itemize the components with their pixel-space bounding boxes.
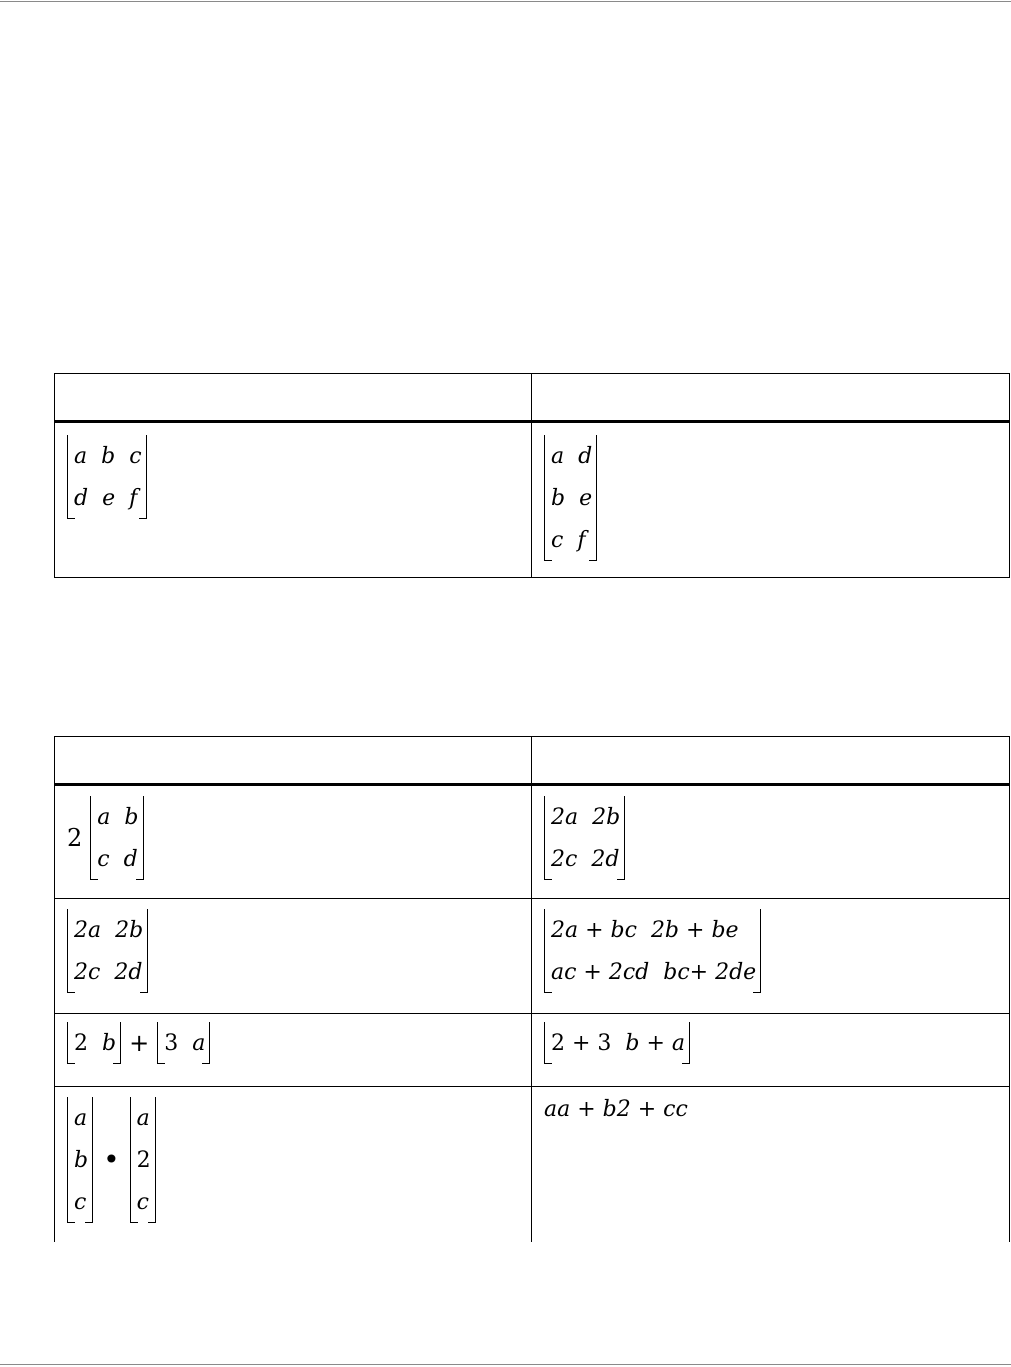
matrix — [544, 435, 597, 561]
matrix-element: bc+ 2de — [663, 959, 757, 985]
table-row — [55, 422, 1010, 578]
matrix-expression — [544, 1097, 688, 1122]
table-cell — [55, 1087, 532, 1242]
matrix — [130, 1097, 156, 1223]
matrix-element: b — [101, 443, 116, 469]
matrix-expression — [67, 435, 147, 519]
matrix-element: c — [551, 527, 564, 553]
matrix-element: d — [74, 485, 89, 511]
table-cell — [55, 1014, 532, 1087]
table-row — [55, 899, 1010, 1014]
matrix-element: d — [123, 846, 138, 872]
table-header-row — [55, 737, 1010, 785]
table-header-row — [55, 374, 1010, 422]
matrix-element: c — [136, 1189, 149, 1215]
matrix-element: 3 — [164, 1030, 179, 1056]
matrix-element: b + a — [625, 1030, 686, 1056]
matrix-element: e — [579, 485, 593, 511]
matrix-element: c — [74, 1189, 87, 1215]
matrix-element: d — [578, 443, 593, 469]
matrix-element: 2a — [74, 917, 102, 943]
matrix-element: a — [136, 1105, 150, 1131]
matrix-element: f — [129, 485, 138, 511]
matrix-expression — [67, 909, 148, 993]
scalar: 2 — [67, 824, 83, 852]
table-cell — [532, 785, 1010, 899]
matrix-element: 2a + bc — [551, 917, 637, 943]
matrix-element: a — [551, 443, 565, 469]
header-cell — [532, 374, 1010, 422]
matrix — [67, 1097, 93, 1223]
matrix-element: c — [129, 443, 142, 469]
table-cell — [55, 899, 532, 1014]
page-bottom-rule — [0, 1364, 1011, 1365]
matrix-expression — [544, 796, 625, 880]
matrix-element: a — [74, 1105, 88, 1131]
matrix-expression — [67, 1022, 210, 1064]
matrix-element: 2d — [114, 959, 143, 985]
matrix-element: 2b — [115, 917, 144, 943]
matrix-expression — [544, 1022, 690, 1064]
table-cell — [532, 1087, 1010, 1242]
table-row — [55, 1014, 1010, 1087]
dot-product-result: aa + b2 + cc — [544, 1097, 688, 1122]
matrix-operations-table — [54, 736, 1010, 1242]
transpose-table — [54, 373, 1010, 578]
matrix-expression — [544, 435, 597, 561]
header-cell — [55, 374, 532, 422]
table-cell — [55, 422, 532, 578]
table-row — [55, 785, 1010, 899]
matrix-element: f — [577, 527, 586, 553]
matrix-element: b — [74, 1147, 89, 1173]
matrix-element: b — [551, 485, 566, 511]
matrix-element: a — [97, 804, 111, 830]
table-cell — [532, 899, 1010, 1014]
matrix-element: 2d — [591, 846, 620, 872]
dot-operator: • — [103, 1143, 120, 1176]
matrix — [157, 1022, 210, 1064]
matrix-expression — [544, 909, 761, 993]
matrix-element: 2 — [136, 1147, 151, 1173]
table-cell — [532, 1014, 1010, 1087]
matrix-element: c — [97, 846, 110, 872]
matrix-element: 2c — [74, 959, 101, 985]
matrix-element: b — [102, 1030, 117, 1056]
matrix-element: 2b — [592, 804, 621, 830]
matrix-expression — [67, 796, 144, 880]
matrix — [544, 796, 625, 880]
matrix-element: b — [124, 804, 139, 830]
matrix-element: a — [74, 443, 88, 469]
plus-operator: + — [129, 1029, 150, 1057]
matrix-element: ac + 2cd — [551, 959, 650, 985]
matrix — [67, 909, 148, 993]
header-cell — [532, 737, 1010, 785]
matrix-element: 2a — [551, 804, 579, 830]
header-cell — [55, 737, 532, 785]
matrix — [67, 1022, 121, 1064]
matrix — [67, 435, 147, 519]
table-row — [55, 1087, 1010, 1242]
page-top-rule — [0, 1, 1011, 2]
matrix-element: e — [102, 485, 116, 511]
table-cell — [532, 422, 1010, 578]
matrix-element: 2 — [74, 1030, 88, 1056]
matrix — [544, 909, 761, 993]
matrix — [90, 796, 143, 880]
matrix-element: 2 + 3 — [551, 1030, 612, 1056]
matrix-element: 2b + be — [650, 917, 739, 943]
matrix — [544, 1022, 690, 1064]
table-cell — [55, 785, 532, 899]
matrix-element: a — [192, 1030, 206, 1056]
matrix-expression — [67, 1097, 156, 1223]
matrix-element: 2c — [551, 846, 578, 872]
